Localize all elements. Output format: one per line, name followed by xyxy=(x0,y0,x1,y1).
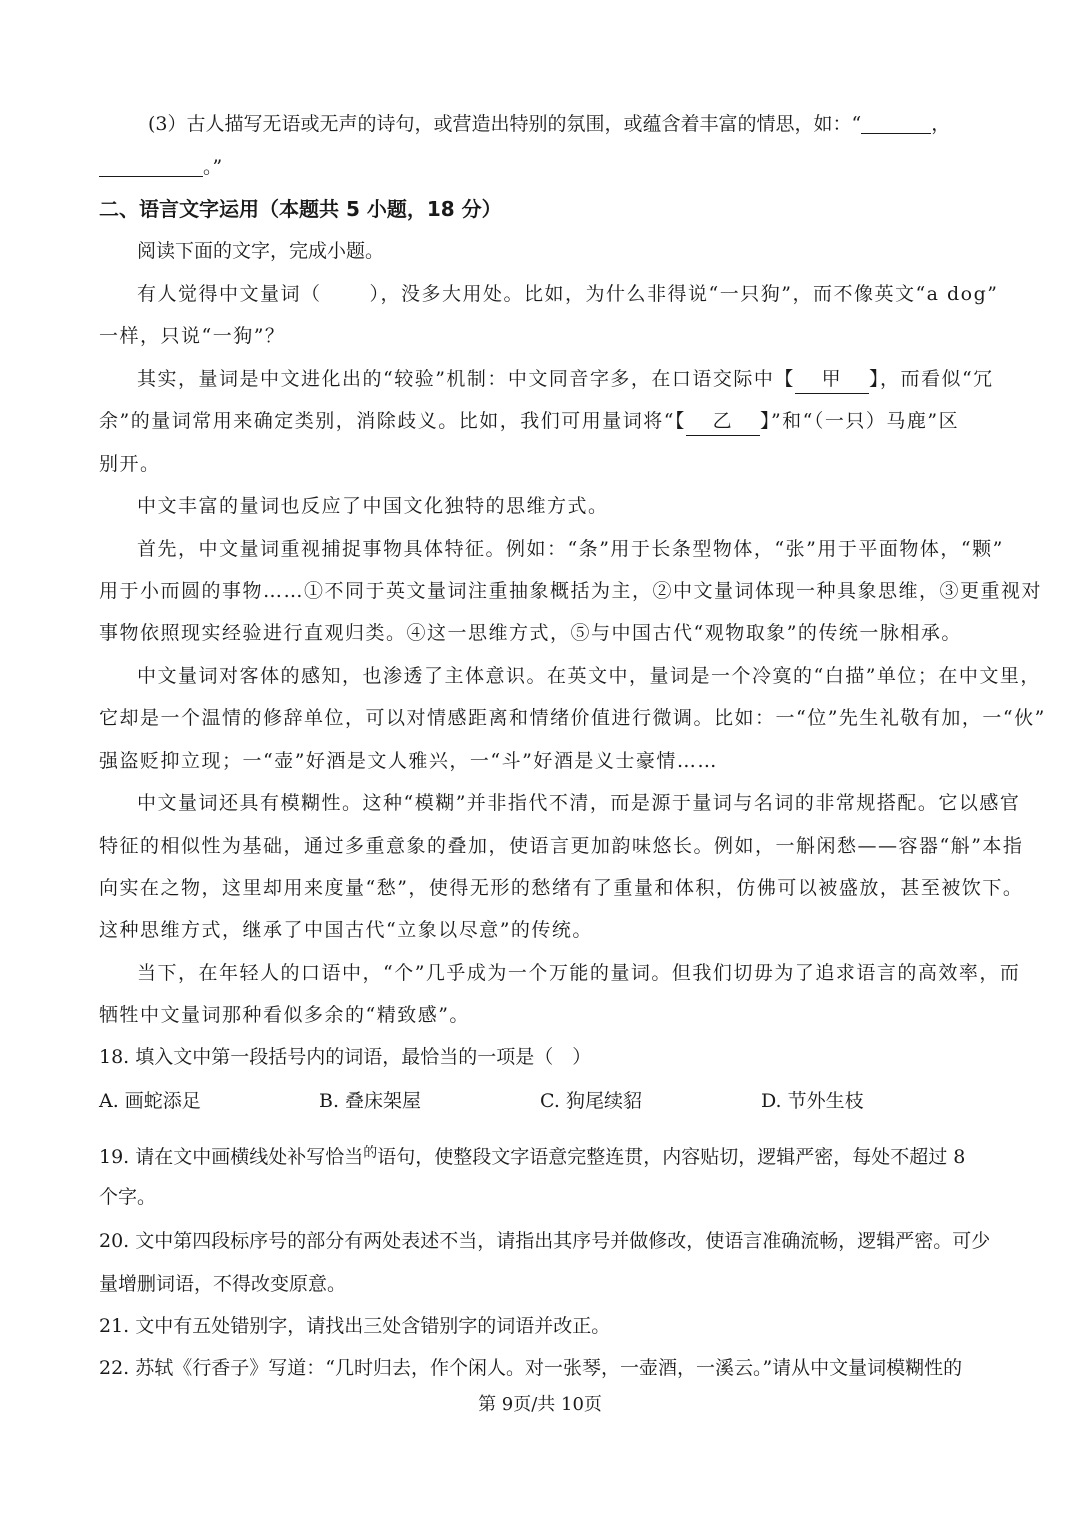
p1-text-b: ），没多大用处。比如，为什么非得说“一只狗”，而不像英文“a dog” xyxy=(369,283,999,305)
q18-option-b[interactable]: B. 叠床架屋 xyxy=(319,1090,422,1112)
q3-text: (3）古人描写无语或无声的诗句，或营造出特别的氛围，或蕴含着丰富的情思，如：“ xyxy=(148,113,862,135)
q20-line2: 量增删词语，不得改变原意。 xyxy=(99,1273,347,1295)
q3-line1 xyxy=(148,110,950,138)
p4-line1: 首先，中文量词重视捕捉事物具体特征。例如：“条”用于长条型物体，“张”用于平面物体，“颗” xyxy=(137,538,1004,560)
p7-line1: 当下，在年轻人的口语中，“个”几乎成为一个万能的量词。但我们切毋为了追求语言的高效率，而 xyxy=(137,962,1021,984)
p3-line1: 中文丰富的量词也反应了中国文化独特的思维方式。 xyxy=(137,495,609,517)
p6-line4: 这种思维方式，继承了中国古代“立象以尽意”的传统。 xyxy=(99,919,593,941)
p6-line3: 向实在之物，这里却用来度量“愁”，使得无形的愁绪有了重量和体积，仿佛可以被盛放，甚至被饮下。 xyxy=(99,877,1024,899)
p4-line2: 用于小而圆的事物……①不同于英文量词注重抽象概括为主，②中文量词体现一种具象思维，③更重视对 xyxy=(99,580,1043,602)
p5-line2: 它却是一个温情的修辞单位，可以对情感距离和情绪价值进行微调。比如：一“位”先生礼敬有加，一“伙” xyxy=(99,707,1046,729)
p6-line2: 特征的相似性为基础，通过多重意象的叠加，使语言更加韵味悠长。例如，一斛闲愁——容器“斛”本指 xyxy=(99,835,1024,857)
q21-line: 21. 文中有五处错别字，请找出三处含错别字的词语并改正。 xyxy=(99,1315,611,1337)
q3-blank-1 xyxy=(861,113,931,134)
p2-line2 xyxy=(99,407,959,436)
section-2-heading: 二、语言文字运用（本题共 5 小题，18 分） xyxy=(99,197,502,221)
q18-option-d[interactable]: D. 节外生枝 xyxy=(761,1090,864,1112)
q19-sup: 的 xyxy=(363,1145,378,1161)
p2-text-d: 】”和“（一只）马鹿”区 xyxy=(759,410,960,432)
q18-option-a[interactable]: A. 画蛇添足 xyxy=(99,1090,201,1112)
q19-line2: 个字。 xyxy=(99,1186,157,1208)
p2-line3: 别开。 xyxy=(99,453,161,475)
p4-line3: 事物依照现实经验进行直观归类。④这一思维方式，⑤与中国古代“观物取象”的传统一脉相承。 xyxy=(99,622,962,644)
p6-line1: 中文量词还具有模糊性。这种“模糊”并非指代不清，而是源于量词与名词的非常规搭配。它以感官 xyxy=(137,792,1021,814)
reading-intro: 阅读下面的文字，完成小题。 xyxy=(137,240,385,262)
q3-line2 xyxy=(99,153,222,181)
q19-text-b: 语句，使整段文字语意完整连贯，内容贴切，逻辑严密，每处不超过 8 xyxy=(377,1146,966,1168)
blank-yi: 乙 xyxy=(686,407,760,436)
q20-line1: 20. 文中第四段标序号的部分有两处表述不当，请指出其序号并做修改，使语言准确流畅，逻辑严密。可少 xyxy=(99,1230,991,1252)
q19-line1 xyxy=(99,1139,965,1171)
q19-text-a: 19. 请在文中画横线处补写恰当 xyxy=(99,1146,364,1168)
q22-line: 22. 苏轼《行香子》写道：“几时归去，作个闲人。对一张琴，一壶酒，一溪云。”请从中文量词模糊性的 xyxy=(99,1357,963,1379)
q3-end: 。” xyxy=(203,156,223,178)
p1-text-a: 有人觉得中文量词（ xyxy=(137,283,322,305)
p5-line3: 强盗贬抑立现；一“壶”好酒是文人雅兴，一“斗”好酒是义士豪情…… xyxy=(99,750,718,772)
blank-jia: 甲 xyxy=(795,365,869,394)
p7-line2: 牺牲中文量词那种看似多余的“精致感”。 xyxy=(99,1004,470,1026)
p2-line1 xyxy=(137,365,994,394)
p2-text-b: 】，而看似“冗 xyxy=(868,368,994,390)
p5-line1: 中文量词对客体的感知，也渗透了主体意识。在英文中，量词是一个冷寞的“白描”单位；在中文里， xyxy=(137,665,1041,687)
p2-text-a: 其实，量词是中文进化出的“较验”机制：中文同音字多，在口语交际中【 xyxy=(137,368,795,390)
p1-line1 xyxy=(137,280,999,308)
page-footer: 第 9页/共 10页 xyxy=(478,1394,602,1415)
q3-comma: ， xyxy=(931,113,951,135)
p2-text-c: 余”的量词常用来确定类别，消除歧义。比如，我们可用量词将“【 xyxy=(99,410,686,432)
q3-blank-2 xyxy=(99,156,203,177)
p1-line2: 一样，只说“一狗”？ xyxy=(99,325,286,347)
q18-option-c[interactable]: C. 狗尾续貂 xyxy=(540,1090,642,1112)
q18-stem: 18. 填入文中第一段括号内的词语，最恰当的一项是（ ） xyxy=(99,1046,592,1068)
